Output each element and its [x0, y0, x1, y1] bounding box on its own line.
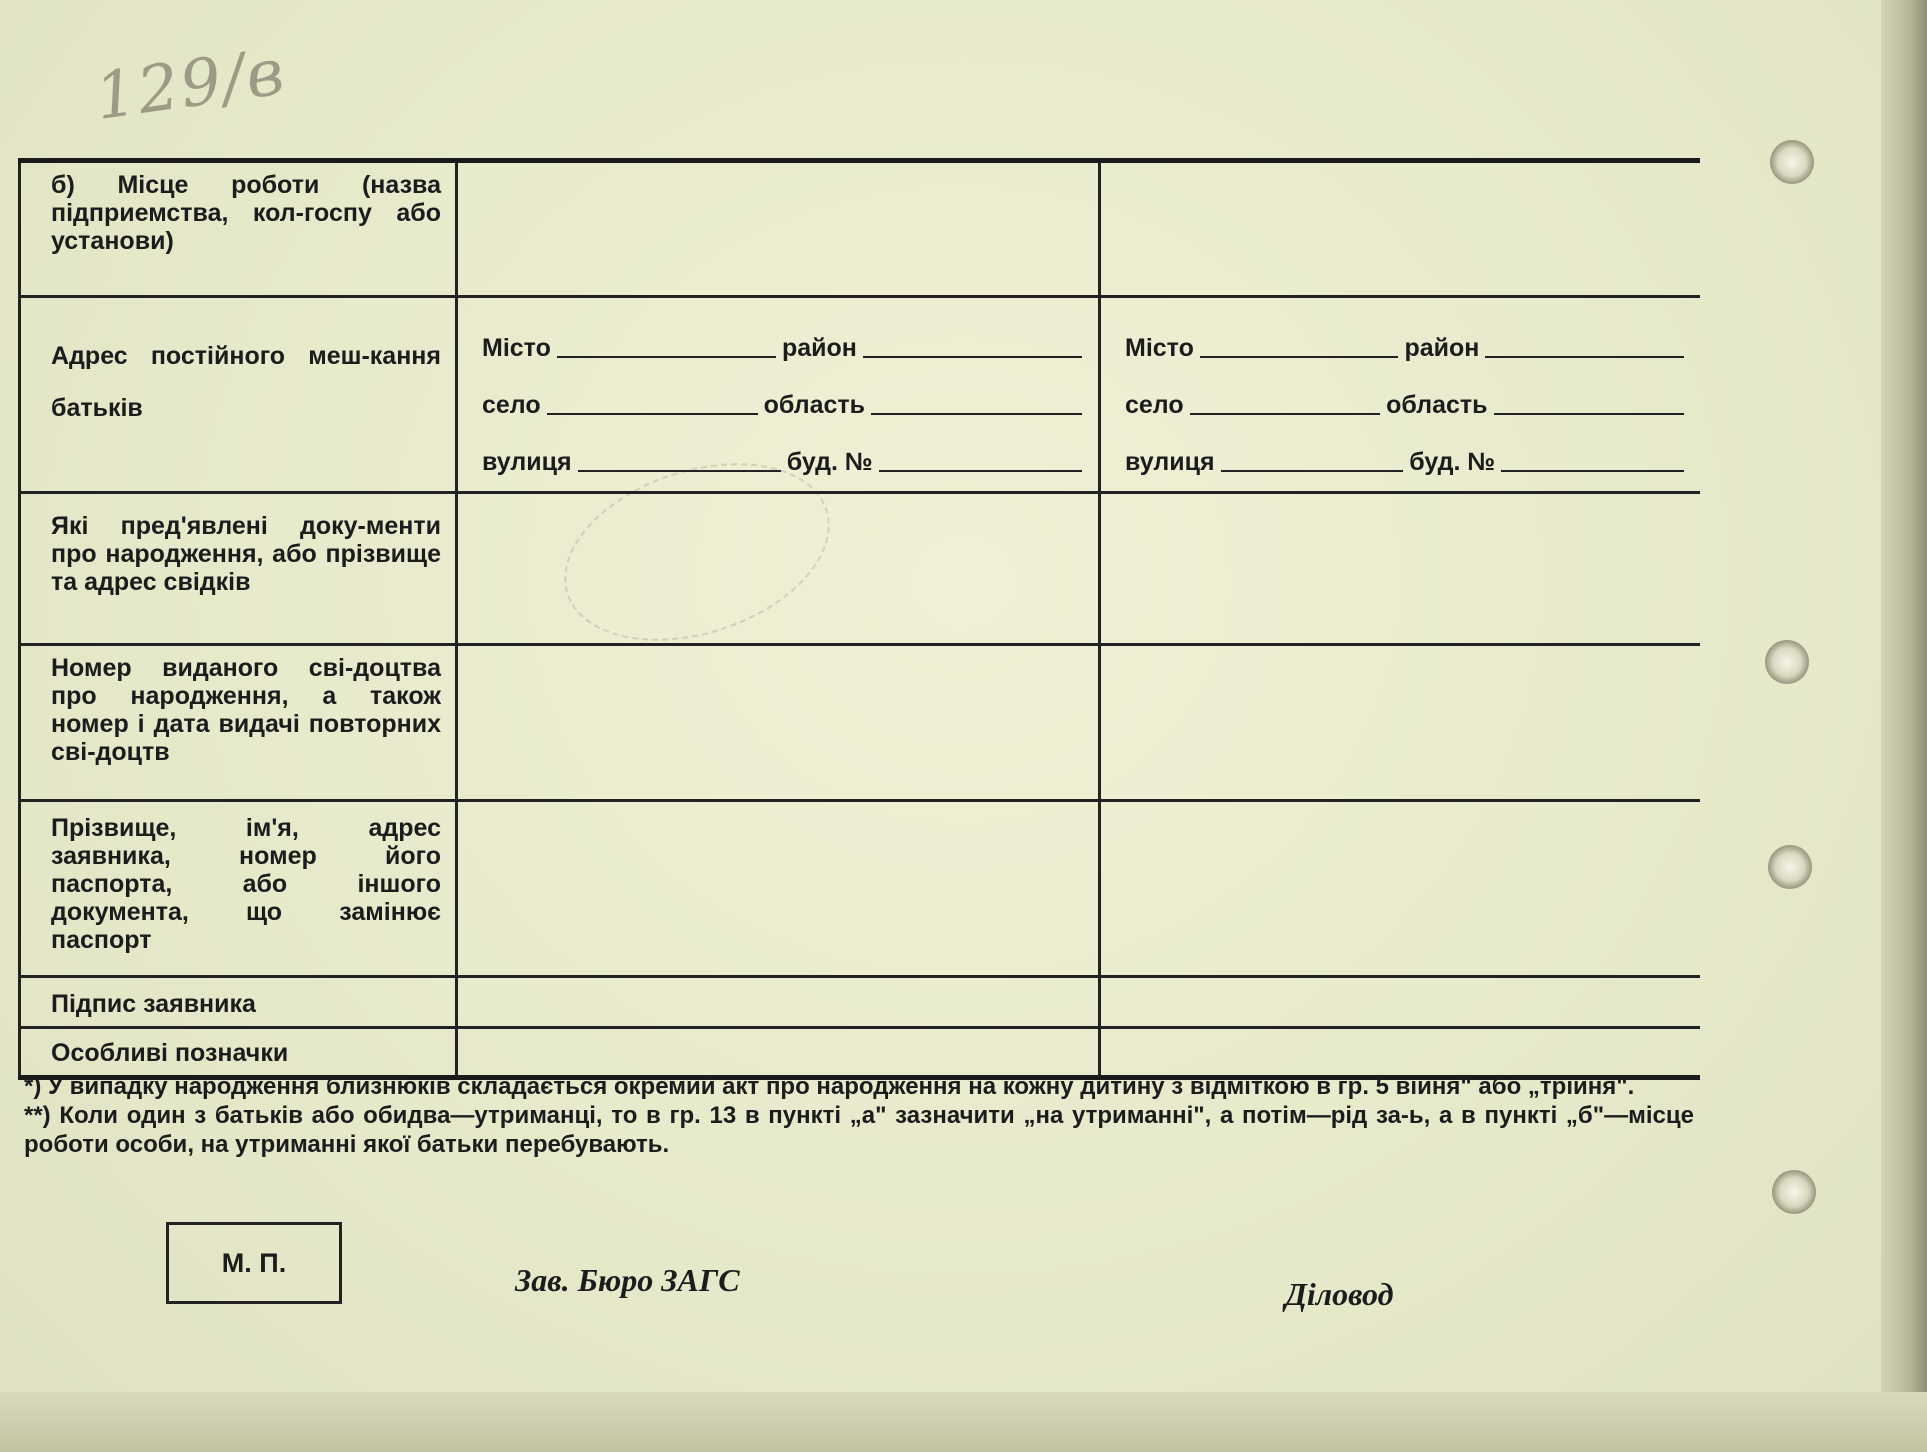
village-label: село	[1125, 391, 1184, 419]
village-label: село	[482, 391, 541, 419]
clerk-signature-label: Діловод	[1285, 1276, 1394, 1312]
cell-mother[interactable]	[1100, 801, 1701, 977]
table-row	[20, 493, 1701, 645]
table-row	[20, 297, 1701, 493]
punch-hole	[1772, 1170, 1816, 1214]
street-label: вулиця	[482, 448, 572, 476]
row-label-address: Адрес постійного меш-кання батьків	[20, 297, 457, 493]
row-label-documents: Які пред'явлені доку-менти про народження, або прізвище та адрес свідків	[20, 493, 457, 645]
row-label-workplace: б) Місце роботи (назва підприемства, кол-госпу або установи)	[20, 161, 457, 297]
registration-form-table	[18, 158, 1700, 1080]
cell-father[interactable]	[457, 161, 1100, 297]
handwritten-number: 129/в	[90, 35, 291, 135]
district-label: район	[781, 334, 857, 362]
punch-hole	[1770, 140, 1814, 184]
table-row	[20, 645, 1701, 801]
building-label: буд. №	[786, 448, 873, 476]
cell-mother[interactable]	[1100, 977, 1701, 1028]
head-signature-label: Зав. Бюро ЗАГС	[515, 1262, 740, 1298]
row-label-special-notes: Особливі позначки	[20, 1028, 457, 1078]
city-label: Місто	[482, 334, 551, 362]
street-label: вулиця	[1125, 448, 1215, 476]
page-edge	[1881, 0, 1927, 1452]
punch-hole	[1768, 845, 1812, 889]
city-label: Місто	[1125, 334, 1194, 362]
address-block	[1101, 298, 1700, 491]
row-label-signature: Підпис заявника	[20, 977, 457, 1028]
punch-hole	[1765, 640, 1809, 684]
footnote-dependents: **) Коли один з батьків або обидва—утриманці, то в гр. 13 в пункті „а" зазначити „на утриманні", а потім—рід за-ь, а в пункті „б"—місце роботи особи, на утриманні якої батьки перебувають.	[24, 1102, 1694, 1158]
region-label: область	[1386, 391, 1488, 419]
table-row	[20, 801, 1701, 977]
cell-father[interactable]	[457, 493, 1100, 645]
page-bottom-edge	[0, 1392, 1927, 1452]
address-block	[458, 298, 1098, 491]
cell-mother[interactable]	[1100, 1028, 1701, 1078]
cell-father[interactable]	[457, 801, 1100, 977]
building-label: буд. №	[1409, 448, 1496, 476]
table-row	[20, 977, 1701, 1028]
table-row	[20, 161, 1701, 297]
cell-mother[interactable]	[1100, 645, 1701, 801]
cell-mother-address[interactable]	[1100, 297, 1701, 493]
row-label-certificate: Номер виданого сві-доцтва про народження, а також номер і дата видачі повторних сві-доцтв	[20, 645, 457, 801]
cell-father-address[interactable]	[457, 297, 1100, 493]
cell-mother[interactable]	[1100, 161, 1701, 297]
district-label: район	[1404, 334, 1480, 362]
footnotes	[24, 1072, 1694, 1159]
cell-mother[interactable]	[1100, 493, 1701, 645]
region-label: область	[763, 391, 866, 419]
footnote-twins: *) У випадку народження близнюків складається окремий акт про народження на кожну дитину з відміткою в гр. 5 війня" або „трійня".	[24, 1073, 1635, 1100]
cell-father[interactable]	[457, 1028, 1100, 1078]
table-row	[20, 1028, 1701, 1078]
cell-father[interactable]	[457, 645, 1100, 801]
row-label-applicant: Прізвище, ім'я, адрес заявника, номер його паспорта, або іншого документа, що замінює паспорт	[20, 801, 457, 977]
stamp-place-box: М. П.	[166, 1222, 342, 1304]
cell-father[interactable]	[457, 977, 1100, 1028]
